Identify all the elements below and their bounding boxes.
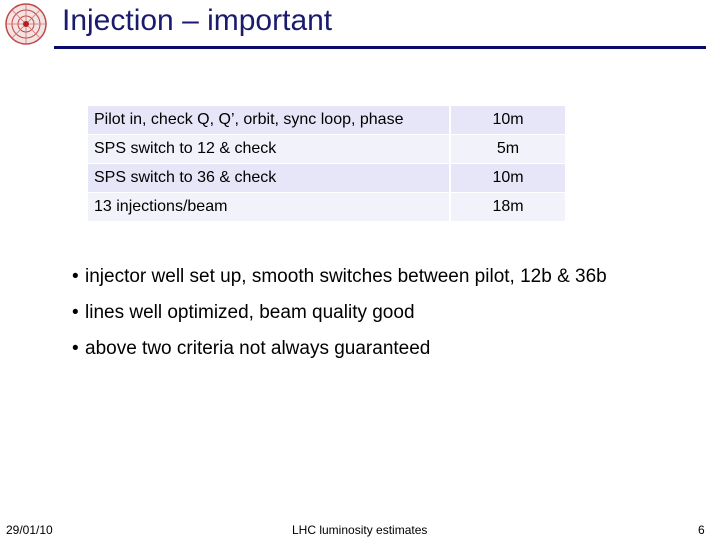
- table-row: [88, 164, 567, 193]
- bullet-list: [72, 266, 607, 374]
- bullet-text: lines well optimized, beam quality good: [85, 302, 415, 323]
- table-row: [88, 106, 567, 135]
- bullet-text: above two criteria not always guaranteed: [85, 338, 431, 359]
- cern-logo: [2, 2, 50, 46]
- task-cell: SPS switch to 36 & check: [88, 164, 451, 193]
- duration-cell: 18m: [451, 193, 567, 222]
- task-cell: Pilot in, check Q, Q’, orbit, sync loop, phase: [88, 106, 451, 135]
- injection-steps-table: [88, 106, 567, 222]
- table-row: [88, 193, 567, 222]
- list-item: [72, 302, 607, 338]
- duration-cell: 10m: [451, 106, 567, 135]
- task-cell: 13 injections/beam: [88, 193, 451, 222]
- bullet-icon: •: [72, 338, 79, 359]
- duration-cell: 10m: [451, 164, 567, 193]
- footer-title: LHC luminosity estimates: [292, 523, 428, 537]
- slide-title: Injection – important: [62, 4, 333, 37]
- table-row: [88, 135, 567, 164]
- list-item: [72, 266, 607, 302]
- bullet-icon: •: [72, 266, 79, 287]
- task-cell: SPS switch to 12 & check: [88, 135, 451, 164]
- bullet-icon: •: [72, 302, 79, 323]
- list-item: [72, 338, 607, 374]
- bullet-text: injector well set up, smooth switches between pilot, 12b & 36b: [85, 266, 607, 287]
- duration-cell: 5m: [451, 135, 567, 164]
- footer-date: 29/01/10: [6, 523, 53, 537]
- page-number: 6: [698, 523, 705, 537]
- title-divider: [54, 46, 706, 49]
